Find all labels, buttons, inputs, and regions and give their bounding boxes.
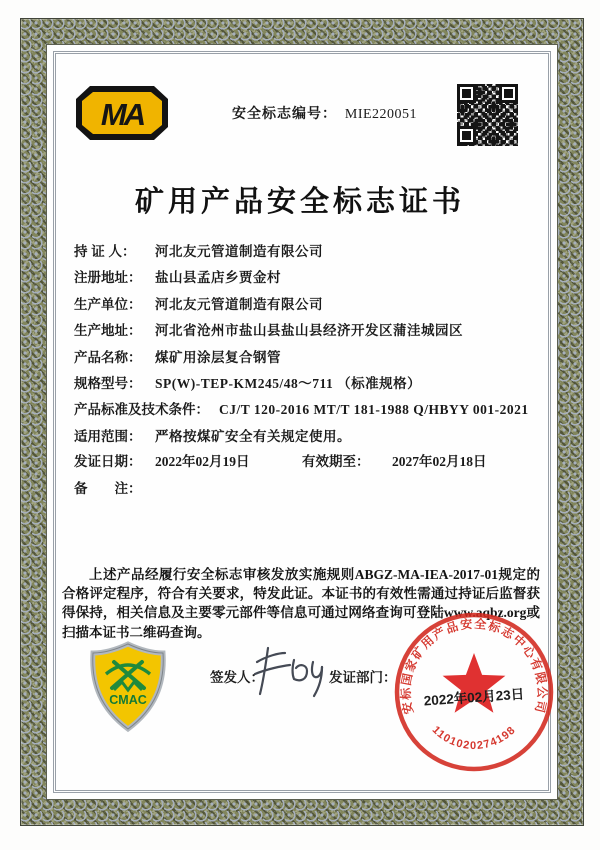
official-red-seal — [390, 606, 558, 778]
issuing-department-label: 发证部门： — [329, 670, 397, 685]
field-row-model-spec — [74, 372, 532, 398]
field-value: 河北友元管道制造有限公司 — [155, 296, 323, 312]
field-row-production-address — [74, 319, 532, 345]
svg-text:MA: MA — [100, 97, 144, 132]
qr-finder-top-left — [457, 84, 476, 103]
ma-safety-mark-icon — [74, 84, 170, 142]
field-label: 适用范围： — [74, 428, 142, 444]
signer-label: 签发人： — [210, 670, 264, 685]
valid-until-value: 2027年02月18日 — [392, 454, 487, 469]
seal-company-arc: 安标国家矿用产品安全标志中心有限公司 — [398, 616, 550, 716]
field-value: 煤矿用涂层复合钢管 — [155, 349, 281, 365]
field-row-product-name — [74, 346, 532, 372]
signer-signature — [251, 640, 327, 706]
qr-code-icon — [455, 82, 520, 148]
field-value: 河北友元管道制造有限公司 — [155, 244, 323, 259]
field-label: 生产地址： — [74, 323, 142, 339]
seal-number-arc: 1101020274198 — [429, 723, 519, 753]
field-label: 生产单位： — [74, 296, 142, 312]
cmac-label: CMAC — [109, 693, 147, 707]
field-value: CJ/T 120-2016 MT/T 181-1988 Q/HBYY 001-2021 — [219, 402, 529, 418]
field-value: 严格按煤矿安全有关规定使用。 — [155, 428, 351, 444]
issue-date-label: 发证日期： — [74, 454, 142, 469]
conformity-statement: 上述产品经履行安全标志审核发放实施规则ABGZ-MA-IEA-2017-01规定的合格评定程序，符合有关要求，特发此证。本证书的有效性需通过持证后监督获得保持，相关信息及主要零元部件等信息可通过网络查询可登陆www.aqbz.org或扫描本证书二维码查询。 — [62, 566, 540, 640]
field-row-manufacturer — [74, 293, 532, 319]
field-value: 河北省沧州市盐山县盐山县经济开发区蒲洼城园区 — [155, 323, 463, 339]
field-label: 产品标准及技术条件： — [74, 402, 209, 418]
field-row-scope — [74, 425, 532, 451]
field-value: 盐山县孟店乡贾金村 — [155, 270, 281, 286]
qr-finder-top-right — [499, 84, 518, 103]
field-label: 规格型号： — [74, 375, 142, 391]
field-label: 产品名称： — [74, 349, 142, 365]
field-row-holder — [74, 240, 532, 266]
field-row-registered-address — [74, 266, 532, 292]
dates-row — [74, 450, 532, 470]
field-value: SP(W)-TEP-KM245/48～711 （标准规格） — [155, 375, 422, 391]
field-label: 持 证 人： — [74, 244, 136, 259]
field-row-standards — [74, 398, 532, 424]
remark-row — [74, 477, 142, 497]
issue-date-value: 2022年02月19日 — [155, 454, 250, 469]
certificate-number-value: MIE220051 — [344, 107, 418, 122]
remark-label: 备 注： — [74, 481, 142, 496]
seal-date: 2022年02月23日 — [423, 686, 525, 709]
field-label: 注册地址： — [74, 270, 142, 286]
certificate-number-label: 安全标志编号： — [232, 105, 337, 121]
certificate-number-line — [232, 103, 417, 123]
cmac-shield-icon — [86, 640, 170, 734]
certificate-title: 矿用产品安全标志证书 — [134, 186, 465, 218]
valid-until-label: 有效期至： — [302, 454, 370, 469]
certificate-fields — [74, 240, 532, 451]
qr-finder-bottom-left — [457, 126, 476, 145]
